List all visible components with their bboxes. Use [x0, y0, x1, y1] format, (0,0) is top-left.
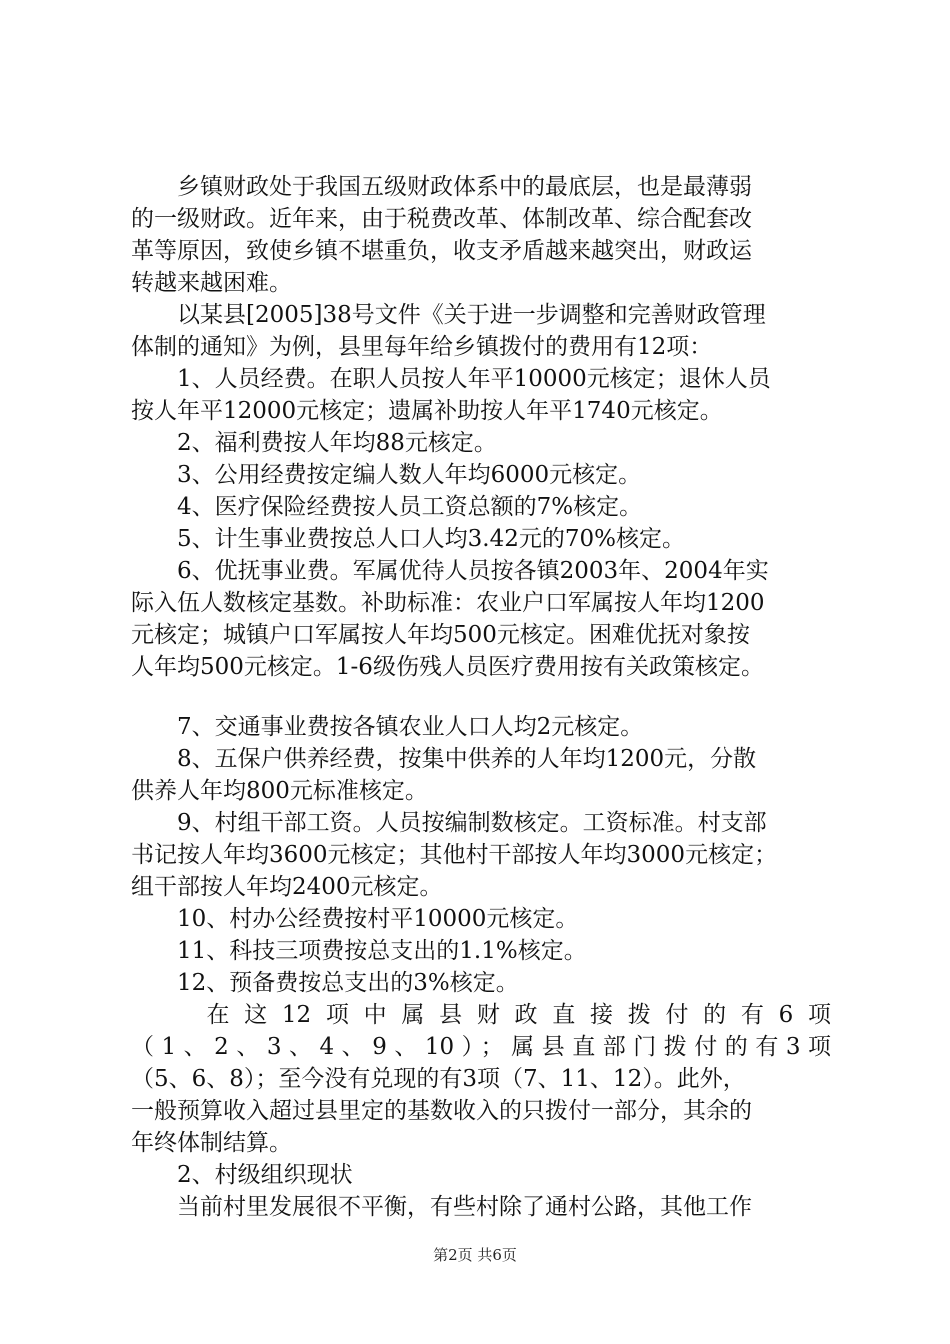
text-line: 7、交通事业费按各镇农业人口人均2元核定。 — [131, 714, 644, 740]
text-line: 2、村级组织现状 — [131, 1162, 353, 1188]
text-line: 转越来越困难。 — [131, 270, 292, 296]
text-line: 人年均500元核定。1-6级伤残人员医疗费用按有关政策核定。 — [131, 654, 764, 680]
text-line: 的一级财政。近年来，由于税费改革、体制改革、综合配套改 — [131, 206, 752, 232]
text-line: 6、优抚事业费。军属优待人员按各镇2003年、2004年实 — [131, 558, 769, 584]
text-line: 4、医疗保险经费按人员工资总额的7%核定。 — [131, 494, 643, 520]
text-line: 2、福利费按人年均88元核定。 — [131, 430, 497, 456]
page-footer: 第2页 共6页 — [433, 1246, 517, 1264]
text-line: 书记按人年均3600元核定；其他村干部按人年均3000元核定； — [131, 842, 778, 868]
text-line: 以某县[2005]38号文件《关于进一步调整和完善财政管理 — [131, 302, 766, 328]
text-line: 年终体制结算。 — [131, 1130, 292, 1156]
text-line: （5、6、8）；至今没有兑现的有3项（7、11、12）。此外， — [131, 1066, 746, 1092]
text-line: 8、五保户供养经费，按集中供养的人年均1200元，分散 — [131, 746, 757, 772]
text-line: 12、预备费按总支出的3%核定。 — [131, 970, 519, 996]
text-line: 革等原因，致使乡镇不堪重负，收支矛盾越来越突出，财政运 — [131, 238, 752, 264]
text-line: 元核定；城镇户口军属按人年均500元核定。困难优抚对象按 — [131, 622, 750, 648]
text-line: 当前村里发展很不平衡，有些村除了通村公路，其他工作 — [131, 1194, 752, 1220]
text-line: 体制的通知》为例，县里每年给乡镇拨付的费用有12项： — [131, 334, 713, 360]
text-line: 5、计生事业费按总人口人均3.42元的70%核定。 — [131, 526, 685, 552]
text-line: 乡镇财政处于我国五级财政体系中的最底层，也是最薄弱 — [131, 174, 752, 200]
text-line: 10、村办公经费按村平10000元核定。 — [131, 906, 579, 932]
text-line: 组干部按人年均2400元核定。 — [131, 874, 443, 900]
text-line: 在这12项中属县财政直接拨付的有6项 — [131, 1002, 831, 1028]
text-line: 11、科技三项费按总支出的1.1%核定。 — [131, 938, 587, 964]
text-line: （1、2、3、4、9、10）；属县直部门拨付的有3项 — [131, 1034, 831, 1060]
text-line: 1、人员经费。在职人员按人年平10000元核定；退休人员 — [131, 366, 771, 392]
text-line: 际入伍人数核定基数。补助标准：农业户口军属按人年均1200 — [131, 590, 765, 616]
text-line: 9、村组干部工资。人员按编制数核定。工资标准。村支部 — [131, 810, 767, 836]
text-line: 供养人年均800元标准核定。 — [131, 778, 428, 804]
text-line: 一般预算收入超过县里定的基数收入的只拨付一部分，其余的 — [131, 1098, 752, 1124]
text-line: 按人年平12000元核定；遗属补助按人年平1740元核定。 — [131, 398, 723, 424]
text-line: 3、公用经费按定编人数人年均6000元核定。 — [131, 462, 642, 488]
